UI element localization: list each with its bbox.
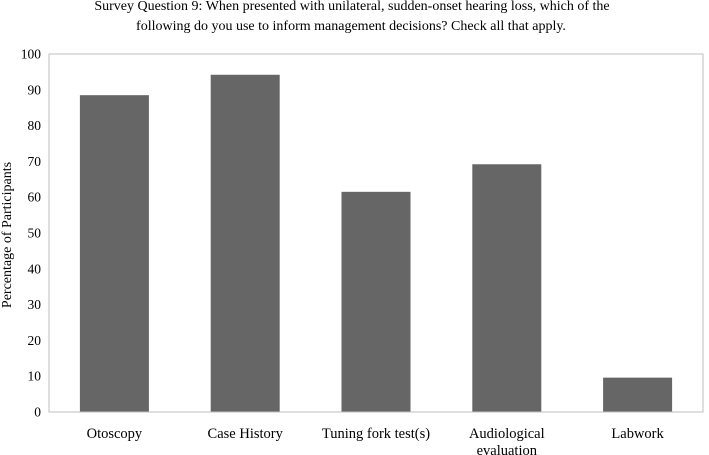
y-tick-label: 70 — [27, 153, 41, 169]
y-tick-label: 50 — [27, 225, 41, 241]
x-category-label: Case History — [207, 426, 283, 442]
y-axis-ticks — [21, 47, 42, 420]
bar — [80, 95, 149, 412]
bars — [80, 75, 672, 412]
y-tick-label: 0 — [34, 404, 41, 420]
y-tick-label: 80 — [27, 118, 41, 134]
x-category-label: Labwork — [611, 426, 664, 442]
x-axis-labels — [87, 426, 665, 455]
y-tick-label: 40 — [27, 261, 41, 277]
y-tick-label: 30 — [27, 297, 41, 313]
bar — [211, 75, 280, 412]
bar — [342, 192, 411, 412]
x-category-label: evaluation — [476, 443, 538, 455]
x-category-label: Tuning fork test(s) — [321, 426, 431, 442]
y-tick-label: 10 — [27, 368, 41, 384]
y-axis-label: Percentage of Participants — [0, 161, 15, 309]
y-tick-label: 20 — [27, 332, 41, 348]
y-tick-label: 100 — [20, 46, 41, 62]
chart-title-line: following do you use to inform management decisions? Check all that apply. — [136, 19, 566, 34]
chart-title — [94, 0, 609, 34]
bar — [472, 164, 541, 412]
y-tick-label: 90 — [27, 82, 41, 98]
bar — [603, 378, 672, 412]
chart-title-line: Survey Question 9: When presented with unilateral, sudden-onset hearing loss, which of the — [94, 0, 610, 14]
x-category-label: Otoscopy — [86, 426, 143, 442]
x-category-label: Audiological — [468, 426, 545, 442]
y-tick-label: 60 — [27, 189, 41, 205]
